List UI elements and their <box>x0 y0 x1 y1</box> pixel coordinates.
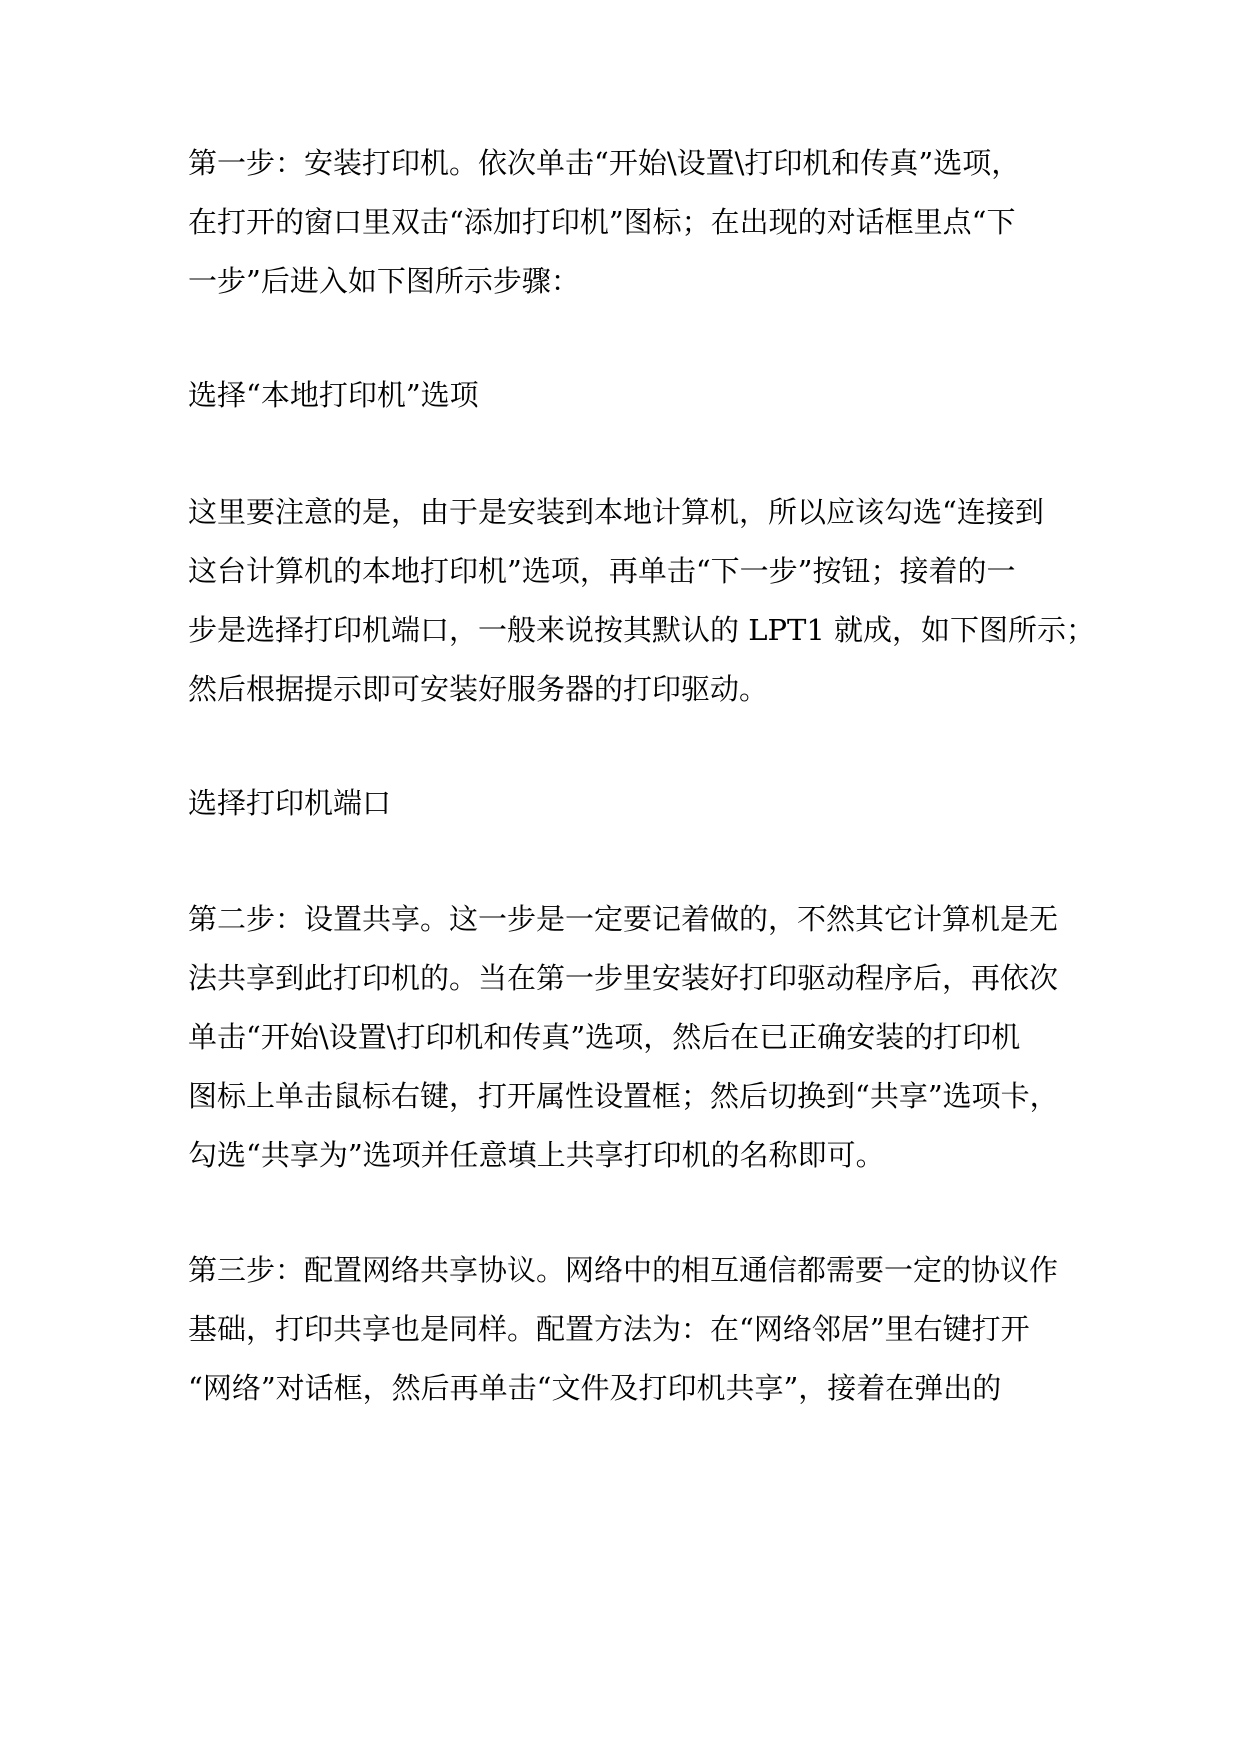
step2-line-4: 图标上单击鼠标右键，打开属性设置框；然后切换到“共享”选项卡， <box>188 1079 1059 1113</box>
step1-line-3: 一步”后进入如下图所示步骤： <box>188 264 580 298</box>
para2-line-2: 这台计算机的本地打印机”选项，再单击“下一步”按钮；接着的一 <box>188 554 1016 588</box>
step3-line-3: “网络”对话框，然后再单击“文件及打印机共享”，接着在弹出的 <box>188 1371 1002 1405</box>
para2-line-1: 这里要注意的是，由于是安装到本地计算机，所以应该勾选“连接到 <box>188 495 1044 529</box>
para2-line-4: 然后根据提示即可安装好服务器的打印驱动。 <box>188 672 769 706</box>
step1-line-2: 在打开的窗口里双击“添加打印机”图标；在出现的对话框里点“下 <box>188 205 1016 239</box>
caption-local-printer: 选择“本地打印机”选项 <box>188 378 479 412</box>
step2-line-5: 勾选“共享为”选项并任意填上共享打印机的名称即可。 <box>188 1138 885 1172</box>
para2-line-3: 步是选择打印机端口，一般来说按其默认的 LPT1 就成，如下图所示； <box>188 613 1096 647</box>
step1-line-1: 第一步：安装打印机。依次单击“开始\设置\打印机和传真”选项， <box>188 146 1021 180</box>
step2-line-3: 单击“开始\设置\打印机和传真”选项，然后在已正确安装的打印机 <box>188 1020 1021 1054</box>
step2-line-1: 第二步：设置共享。这一步是一定要记着做的，不然其它计算机是无 <box>188 902 1059 936</box>
step2-line-2: 法共享到此打印机的。当在第一步里安装好打印驱动程序后，再依次 <box>188 961 1059 995</box>
caption-printer-port: 选择打印机端口 <box>188 786 392 820</box>
step3-line-1: 第三步：配置网络共享协议。网络中的相互通信都需要一定的协议作 <box>188 1253 1059 1287</box>
step3-line-2: 基础，打印共享也是同样。配置方法为：在“网络邻居”里右键打开 <box>188 1312 1030 1346</box>
